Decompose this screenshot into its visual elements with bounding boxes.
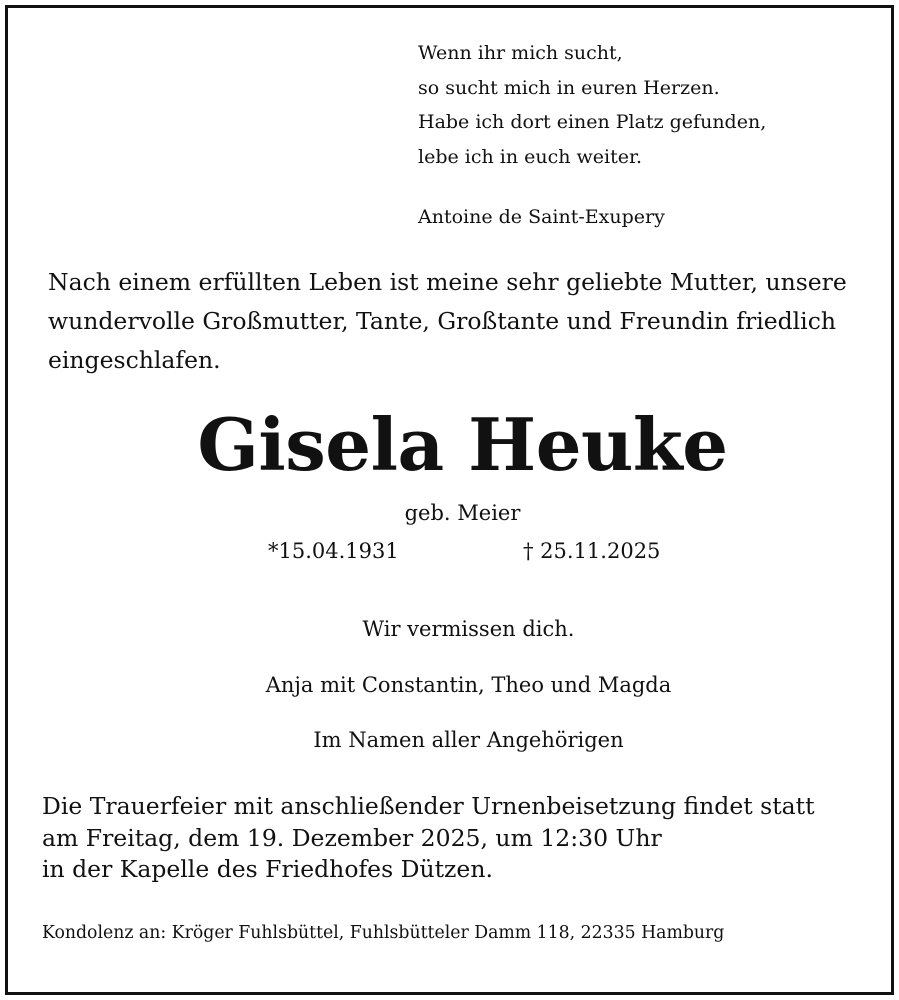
poem-line: Wenn ihr mich sucht,	[418, 42, 623, 64]
family-names: Anja mit Constantin, Theo und Magda	[265, 673, 672, 697]
poem-author: Antoine de Saint-Exupery	[418, 206, 665, 228]
intro-line: wundervolle Großmutter, Tante, Großtante und Freundin friedlich	[48, 307, 836, 335]
poem-line: lebe ich in euch weiter.	[418, 145, 643, 168]
deceased-name: Gisela Heuke	[197, 402, 728, 487]
death-date: † 25.11.2025	[523, 539, 661, 563]
intro-line: eingeschlafen.	[48, 346, 221, 374]
condolence-address: Kondolenz an: Kröger Fuhlsbüttel, Fuhlsbütteler Damm 118, 22335 Hamburg	[42, 923, 725, 943]
relatives-line: Im Namen aller Angehörigen	[313, 728, 624, 752]
funeral-details	[42, 791, 815, 886]
poem-line: so sucht mich in euren Herzen.	[418, 76, 720, 99]
poem	[418, 36, 766, 174]
birth-date: *15.04.1931	[268, 539, 399, 563]
maiden-name: geb. Meier	[404, 501, 521, 525]
intro-text	[48, 263, 847, 380]
poem-line: Habe ich dort einen Platz gefunden,	[418, 111, 767, 133]
funeral-line: in der Kapelle des Friedhofes Dützen.	[42, 855, 493, 883]
farewell-message: Wir vermissen dich.	[362, 617, 575, 641]
funeral-line: Die Trauerfeier mit anschließender Urnenbeisetzung findet statt	[42, 792, 815, 820]
intro-line: Nach einem erfüllten Leben ist meine sehr geliebte Mutter, unsere	[48, 268, 847, 296]
funeral-line: am Freitag, dem 19. Dezember 2025, um 12:30 Uhr	[42, 823, 662, 852]
